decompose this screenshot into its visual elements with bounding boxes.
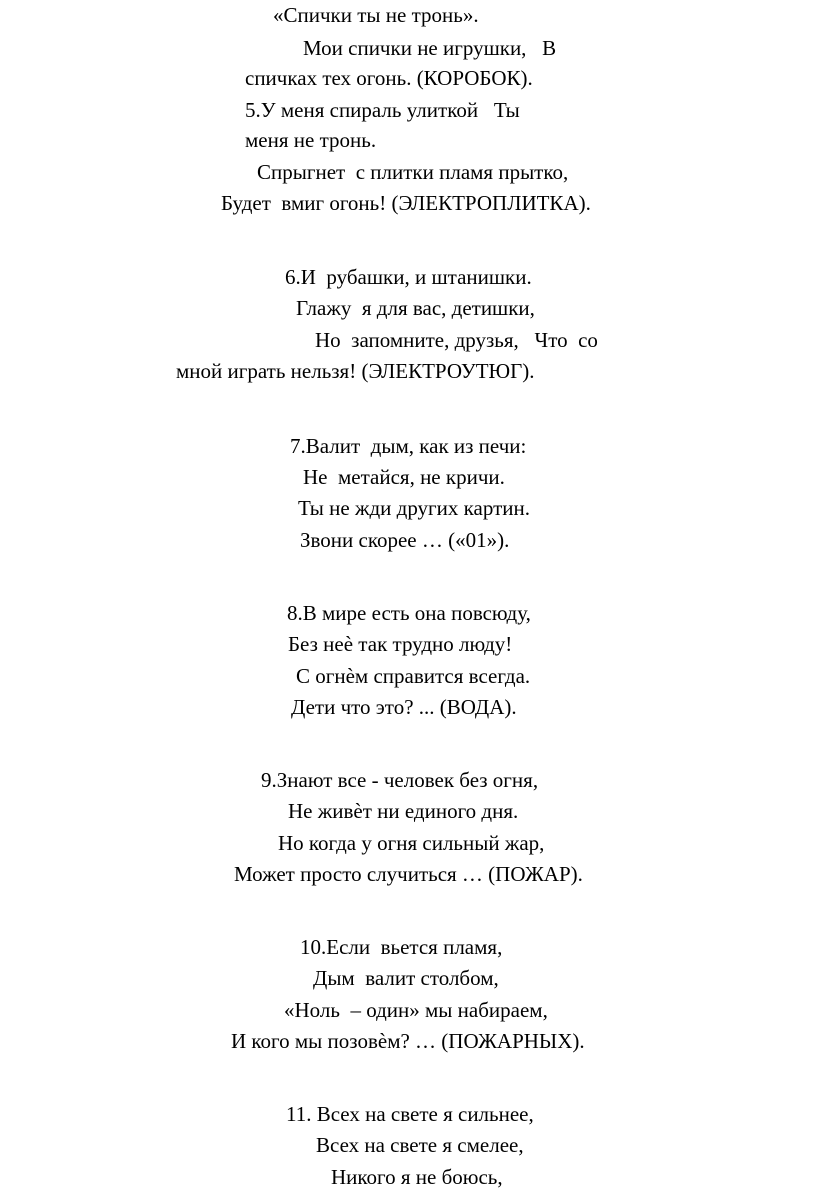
text-line: спичках тех огонь. (КОРОБОК). bbox=[245, 66, 533, 90]
text-line: Будет вмиг огонь! (ЭЛЕКТРОПЛИТКА). bbox=[221, 191, 591, 215]
text-line: Дети что это? ... (ВОДА). bbox=[291, 695, 517, 719]
text-line: Но когда у огня сильный жар, bbox=[278, 831, 545, 855]
text-line: 7.Валит дым, как из печи: bbox=[290, 434, 527, 458]
text-line: 11. Всех на свете я сильнее, bbox=[286, 1102, 534, 1126]
text-line: Не метайся, не кричи. bbox=[303, 465, 505, 489]
text-line: Дым валит столбом, bbox=[313, 966, 499, 990]
text-line: Может просто случиться … (ПОЖАР). bbox=[234, 862, 583, 886]
text-line: Мои спички не игрушки, В bbox=[303, 36, 557, 60]
text-line: И кого мы позовѐм? … (ПОЖАРНЫХ). bbox=[231, 1029, 585, 1053]
text-line: Но запомните, друзья, Что со bbox=[315, 328, 598, 352]
text-line: Спрыгнет с плитки пламя прытко, bbox=[257, 160, 569, 184]
text-line: 5.У меня спираль улиткой Ты bbox=[245, 98, 520, 122]
text-line: С огнѐм справится всегда. bbox=[296, 664, 531, 688]
text-line: Глажу я для вас, детишки, bbox=[296, 296, 535, 320]
text-line: Никого я не боюсь, bbox=[331, 1165, 503, 1189]
text-line: 6.И рубашки, и штанишки. bbox=[285, 265, 532, 289]
text-line: 8.В мире есть она повсюду, bbox=[287, 601, 531, 625]
text-line: «Ноль – один» мы набираем, bbox=[284, 998, 548, 1022]
text-line: Ты не жди других картин. bbox=[298, 496, 530, 520]
text-line: 10.Если вьется пламя, bbox=[300, 935, 503, 959]
text-line: Звони скорее … («01»). bbox=[300, 528, 510, 552]
text-line: 9.Знают все - человек без огня, bbox=[261, 768, 539, 792]
text-line: Не живѐт ни единого дня. bbox=[288, 799, 519, 823]
text-line: мной играть нельзя! (ЭЛЕКТРОУТЮГ). bbox=[176, 359, 535, 383]
text-line: меня не тронь. bbox=[245, 128, 377, 152]
text-line: Всех на свете я смелее, bbox=[316, 1133, 524, 1157]
text-line: «Спички ты не тронь». bbox=[273, 3, 479, 27]
text-line: Без неѐ так трудно люду! bbox=[288, 632, 513, 656]
